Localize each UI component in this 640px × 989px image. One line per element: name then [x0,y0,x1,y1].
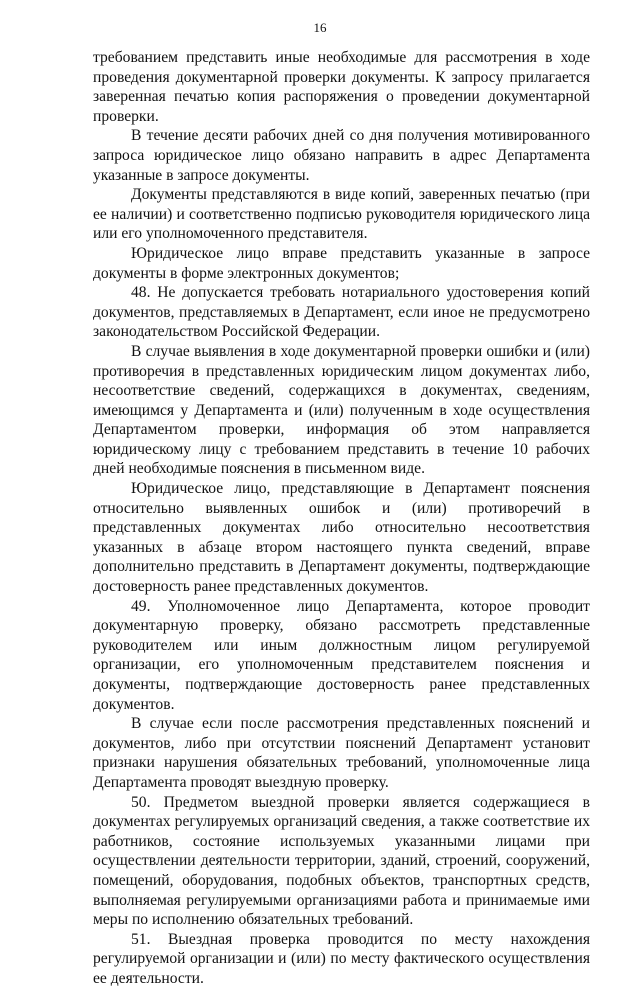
document-body [93,48,590,989]
paragraph-electronic: Юридическое лицо вправе представить указанные в запросе документы в форме электронных документов; [93,244,590,282]
paragraph-item-49: 49. Уполномоченное лицо Департамента, которое проводит документарную проверку, обязано рассмотреть представленные руководителем или иным должностным лицом регулируемой организации, его уполномоченным представителем пояснения и документы, подтверждающие достоверность ранее представленных документов. [93,597,590,713]
paragraph-explanations: Юридическое лицо, представляющие в Департамент пояснения относительно выявленных ошибок и (или) противоречий в представленных документах либо относительно несоответствия указанных в абзаце втором настоящего пункта сведений, вправе дополнительно представить в Департамент документы, подтверждающие достоверность ранее представленных документов. [93,480,590,596]
paragraph-onsite-inspection: В случае если после рассмотрения представленных пояснений и документов, либо при отсутствии пояснений Департамент установит признаки нарушения обязательных требований, уполномоченные лица Департамента проводят выездную проверку. [93,715,590,791]
paragraph-errors: В случае выявления в ходе документарной проверки ошибки и (или) противоречия в представленных юридическим лицом документах либо, несоответствие сведений, содержащихся в документах, сведениям, имеющимся у Департамента и (или) полученным в ходе осуществления Департаментом проверки, информация об этом направляется юридическому лицу с требованием представить в течение 10 рабочих дней необходимые пояснения в письменном виде. [93,342,590,478]
page-number: 16 [313,20,327,35]
paragraph-ten-days: В течение десяти рабочих дней со дня получения мотивированного запроса юридическое лицо обязано направить в адрес Департамента указанные в запросе документы. [93,127,590,184]
paragraph-continuation: требованием представить иные необходимые для рассмотрения в ходе проведения документарной проверки документы. К запросу прилагается заверенная печатью копия распоряжения о проведении документарной проверки. [93,49,590,125]
paragraph-copies: Документы представляются в виде копий, заверенных печатью (при ее наличии) и соответственно подписью руководителя юридического лица или его уполномоченного представителя. [93,186,590,243]
paragraph-item-50: 50. Предметом выездной проверки является содержащиеся в документах регулируемых организаций сведения, а также соответствие их работников, состояние используемых указанными лицами при осуществлении деятельности территории, зданий, строений, сооружений, помещений, оборудования, подобных объектов, транспортных средств, выполняемая регулируемыми организациями работа и принимаемые ими меры по исполнению обязательных требований. [93,793,590,929]
paragraph-item-51: 51. Выездная проверка проводится по месту нахождения регулируемой организации и (или) по месту фактического осуществления ее деятельности. [93,930,590,987]
paragraph-item-48: 48. Не допускается требовать нотариального удостоверения копий документов, представляемых в Департамент, если иное не предусмотрено законодательством Российской Федерации. [93,284,590,341]
